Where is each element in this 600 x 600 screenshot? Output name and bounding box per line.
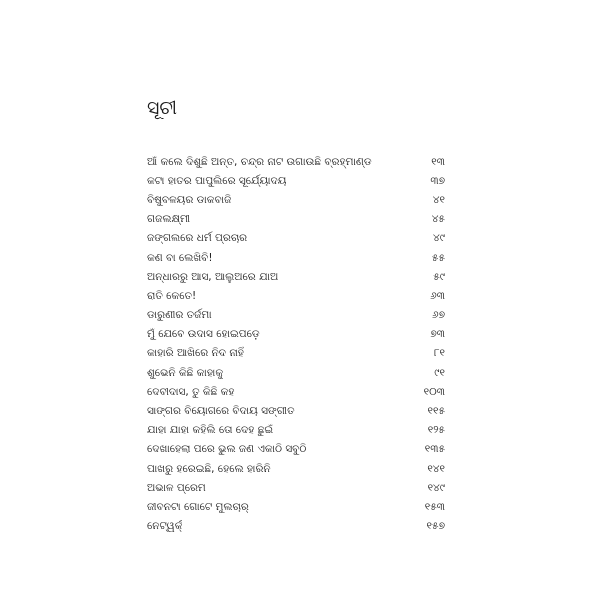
toc-entry <box>147 152 445 171</box>
toc-entry-page-number: ୮୧ <box>434 347 445 360</box>
toc-entry <box>147 421 445 440</box>
toc-entry-page-number: ୧୩୫ <box>424 443 445 456</box>
toc-entry-page-number: ୧୫୭ <box>426 520 445 533</box>
toc-entry <box>147 190 445 209</box>
toc-entry-title: ଆଁ କଲେ ଦିଶୁଛି ଅନ୍ତ, ଚନ୍ଦ୍ର ନାଟ ଉଗାଉଛି ବ୍ରହ୍ମାଣ୍ଡ <box>147 155 372 168</box>
toc-entry-title: ଯାହା ଯାହା କହିଲି ତୋ ଦେହ ଛୁଇଁ <box>147 424 274 437</box>
toc-entry-page-number: ୧୦୩ <box>423 385 445 398</box>
toc-entry-title: ସାଙ୍ଗର ବିୟୋଗରେ ବିଦାୟ ସଙ୍ଗୀତ <box>147 405 295 418</box>
toc-entry-page-number: ୯୧ <box>434 366 445 379</box>
toc-entry <box>147 286 445 305</box>
toc-entry-page-number: ୧୪୯ <box>427 481 445 494</box>
toc-entry-title: ରାତି କେତେ! <box>147 289 197 302</box>
toc-entry <box>147 171 445 190</box>
toc-entry-title: ନେଟ୍‌ୱର୍କ୍ <box>147 520 183 533</box>
toc-entry-title: ଜଙ୍ଗଲରେ ଧର୍ମ ପ୍ରଚାର <box>147 232 248 245</box>
toc-entry <box>147 363 445 382</box>
toc-entry <box>147 497 445 516</box>
toc-entry <box>147 382 445 401</box>
toc-entry <box>147 517 445 536</box>
toc-list <box>147 152 445 536</box>
toc-entry-title: ଅଭାଳ ପ୍ରେମ <box>147 481 206 494</box>
toc-entry-title: ଗଜଲକ୍ଷ୍ମୀ <box>147 213 191 226</box>
toc-entry-title: ଡାରୁଣୀର ତର୍ଜମା <box>147 309 212 322</box>
toc-entry-page-number: ୧୪୧ <box>427 462 445 475</box>
toc-entry <box>147 229 445 248</box>
toc-entry <box>147 440 445 459</box>
toc-entry-page-number: ୧୫୩ <box>424 500 445 513</box>
toc-entry-title: ମୁଁ ଯେବେ ଉଦାସ ହୋଇପଡ଼େ <box>147 328 260 341</box>
toc-entry-page-number: ୬୩ <box>430 289 445 302</box>
toc-entry-page-number: ୧୨୫ <box>427 424 445 437</box>
toc-entry-page-number: ୩୭ <box>430 174 445 187</box>
toc-entry-title: କଣ ବା ଲେଖିବି! <box>147 251 213 264</box>
toc-entry-page-number: ୧୧୫ <box>427 405 445 418</box>
toc-entry-title: ଜୀବନଟା ଗୋଟେ ମୁଲଚାର୍ <box>147 500 249 513</box>
toc-entry <box>147 459 445 478</box>
toc-entry <box>147 344 445 363</box>
toc-entry-page-number: ୧୩ <box>431 155 445 168</box>
toc-entry-page-number: ୫୯ <box>433 270 445 283</box>
toc-entry-title: ପାଖରୁ ହରେଇଛି, ହେଲେ ହାରିନି <box>147 462 271 475</box>
toc-entry-title: ଶୁଭେନି କିଛି କାହାକୁ <box>147 366 224 379</box>
toc-entry-title: କଟା ହାତର ପାପୁଲିରେ ସୂର୍ଯ୍ୟୋଦୟ <box>147 174 287 187</box>
toc-entry <box>147 306 445 325</box>
toc-entry-page-number: ୪୫ <box>431 213 445 226</box>
toc-entry-title: ଦେଖାହେଲା ପରେ ଭୁଲ ଜଣ ଏକାଠି ସବୁଠି <box>147 443 307 456</box>
toc-entry <box>147 248 445 267</box>
toc-entry-page-number: ୭୩ <box>430 328 445 341</box>
toc-entry <box>147 478 445 497</box>
toc-entry-title: ଅନ୍ଧାରରୁ ଆସ, ଆଲୁଅରେ ଯାଅ <box>147 270 279 283</box>
toc-entry <box>147 401 445 420</box>
toc-entry-page-number: ୫୫ <box>431 251 445 264</box>
toc-entry-page-number: ୪୧ <box>432 193 445 206</box>
toc-entry-title: ବିଷୁବଳୟର ଡାକବାଜି <box>147 193 232 206</box>
toc-entry-page-number: ୬୭ <box>431 309 445 322</box>
toc-heading: ସୂଚୀ <box>147 97 178 119</box>
toc-entry <box>147 267 445 286</box>
toc-entry <box>147 325 445 344</box>
toc-entry-page-number: ୪୯ <box>433 232 445 245</box>
toc-entry-title: କାହାରି ଆଖିରେ ନିଦ ନାହିଁ <box>147 347 244 360</box>
toc-entry-title: ଦେବୀଦାସ, ତୁ କିଛି କହ <box>147 385 235 398</box>
toc-entry <box>147 210 445 229</box>
